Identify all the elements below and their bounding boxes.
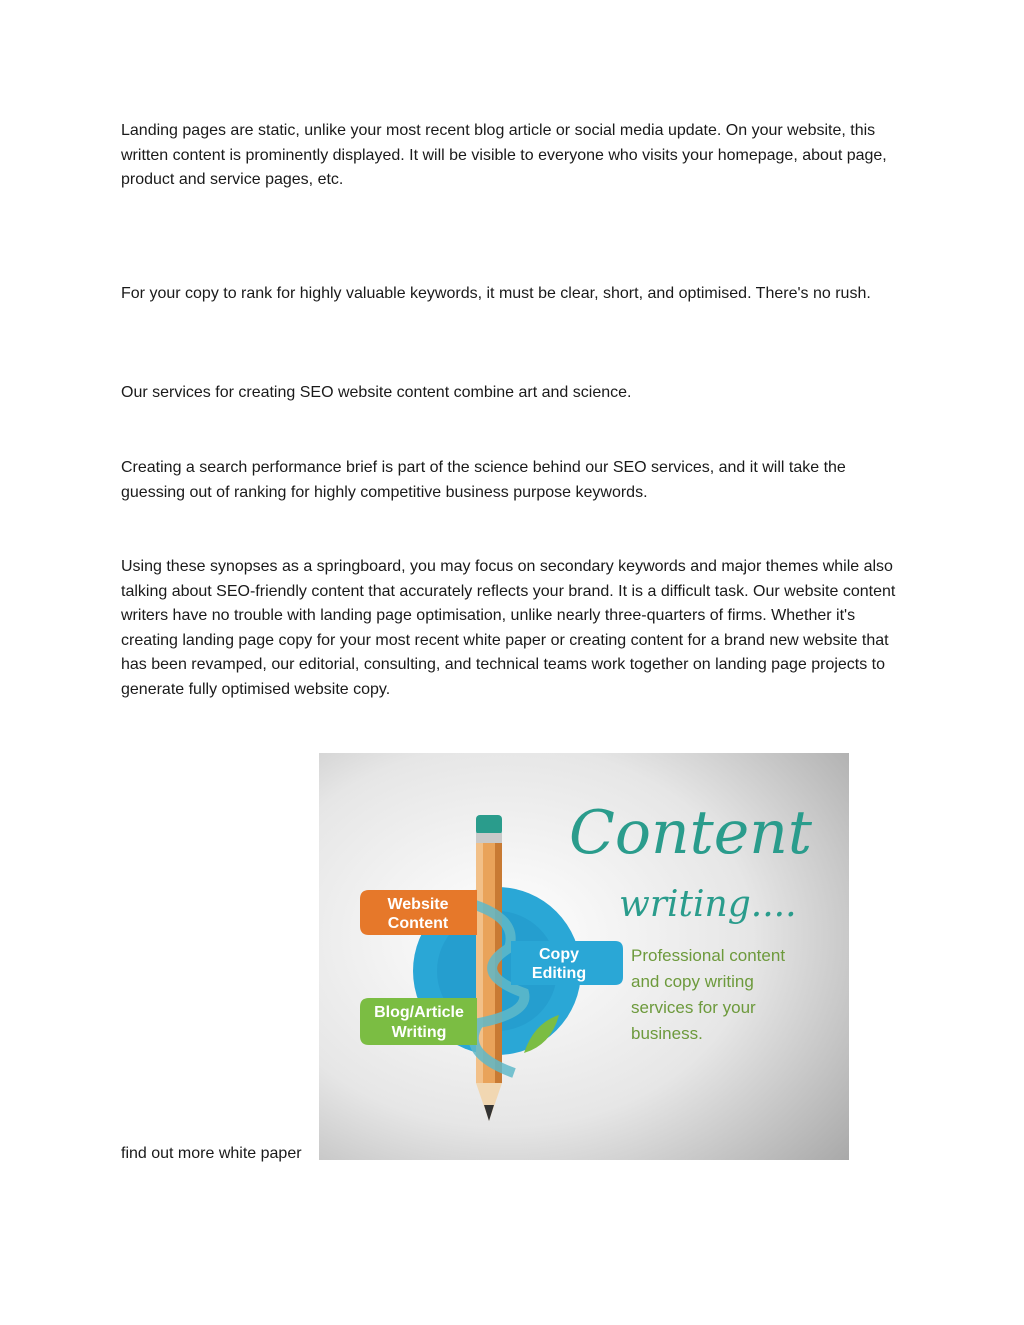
tag-website-content [360,890,477,935]
find-out-more-link[interactable]: find out more white paper [121,1145,302,1162]
image-title-content: Content [569,798,813,868]
tag-copy-editing [511,941,623,985]
svg-text:services for your: services for your [631,998,756,1017]
svg-text:Editing: Editing [531,965,587,982]
svg-text:Website: Website [387,896,449,913]
paragraph-landing-pages: Landing pages are static, unlike your most recent blog article or social media update. On your website, this written content is prominently displayed. It will be visible to everyone who visits your homepage, about page, product and service pages, etc. [121,122,887,188]
svg-text:Content: Content [387,915,449,932]
image-title-writing: writing.... [619,884,797,925]
svg-text:Professional content: Professional content [631,946,786,965]
paragraph-services: Our services for creating SEO website content combine art and science. [121,384,632,401]
svg-text:Blog/Article: Blog/Article [374,1004,464,1021]
content-writing-image [319,753,849,1160]
svg-text:Writing: Writing [391,1024,447,1041]
paragraph-search-brief: Creating a search performance brief is part of the science behind our SEO services, and it will take the guessing out of ranking for highly competitive business purpose keywords. [121,459,846,501]
paragraph-synopses: Using these synopses as a springboard, you may focus on secondary keywords and major themes while also talking about SEO-friendly content that accurately reflects your brand. It is a difficult task. Our website content writers have no trouble with landing page optimisation, unlike nearly three-quarters of firms. Whether it's creating landing page copy for your most recent white paper or creating content for a brand new website that has been revamped, our editorial, consulting, and technical teams work together on landing page projects to generate fully optimised website copy. [121,558,896,698]
svg-text:Copy: Copy [539,946,579,963]
paragraph-rank-keywords: For your copy to rank for highly valuable keywords, it must be clear, short, and optimised. There's no rush. [121,285,871,302]
svg-text:business.: business. [631,1024,703,1043]
svg-text:and copy writing: and copy writing [631,972,754,991]
tag-blog-article-writing [360,998,477,1045]
